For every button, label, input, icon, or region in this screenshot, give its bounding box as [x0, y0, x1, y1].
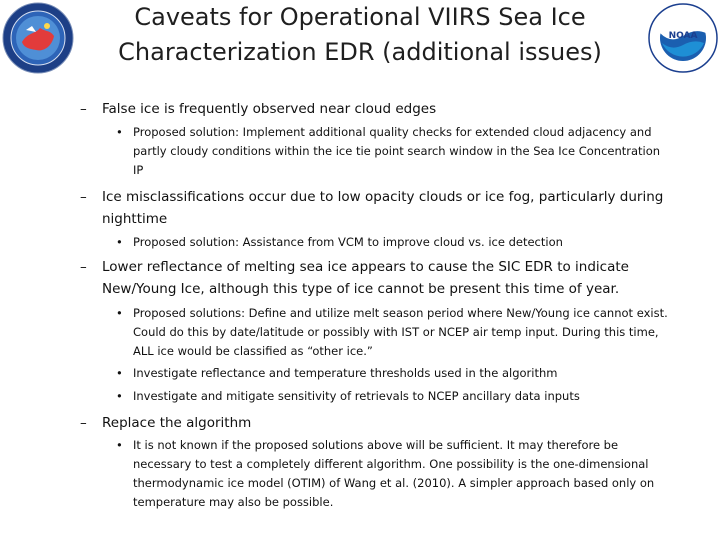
bullet-2-text: Ice misclassifications occur due to low opacity clouds or ice fog, particularly during nighttime [102, 189, 664, 227]
dash-marker: – [80, 259, 87, 275]
sub-bullet-4-1-text: It is not known if the proposed solutions above will be sufficient. It may therefore be necessary to test a completely different algorithm. One possibility is the one-dimensional thermodynamic ice model (OTIM) of Wang et al. (2010). A simpler approach based only on temperature may also be possible. [133, 438, 655, 509]
bullet-marker: • [116, 438, 123, 452]
bullet-marker: • [116, 389, 123, 403]
bullet-marker: • [116, 306, 123, 320]
bullet-marker: • [116, 235, 123, 249]
sub-bullet-3-3-text: Investigate and mitigate sensitivity of retrievals to NCEP ancillary data inputs [133, 389, 580, 403]
bullet-marker: • [116, 125, 123, 139]
bullet-1-text: False ice is frequently observed near cloud edges [102, 101, 437, 117]
sub-bullet-3-1-text: Proposed solutions: Define and utilize melt season period where New/Young ice cannot exist. Could do this by date/latitude or possibly with IST or NCEP air temp input. During this time, ALL ice would be classified as “other ice.” [133, 306, 668, 358]
dash-marker: – [80, 101, 87, 117]
dash-marker: – [80, 189, 87, 205]
bullet-marker: • [116, 366, 123, 380]
title-line-1: Caveats for Operational VIIRS Sea Ice [134, 3, 586, 31]
bullet-4-text: Replace the algorithm [102, 415, 252, 431]
sub-bullet-3-2-text: Investigate reflectance and temperature thresholds used in the algorithm [133, 366, 558, 380]
sub-bullet-1-1-text: Proposed solution: Implement additional quality checks for extended cloud adjacency and partly cloudy conditions within the ice tie point search window in the Sea Ice Concentration IP [133, 125, 661, 177]
noaa-logo-text: NOAA [668, 31, 698, 41]
title-line-2: Characterization EDR (additional issues) [118, 38, 602, 66]
sub-bullet-2-1-text: Proposed solution: Assistance from VCM to improve cloud vs. ice detection [133, 235, 563, 249]
dash-marker: – [80, 415, 87, 431]
bullet-3-text: Lower reflectance of melting sea ice appears to cause the SIC EDR to indicate New/Young Ice, although this type of ice cannot be present this time of year. [102, 259, 629, 297]
